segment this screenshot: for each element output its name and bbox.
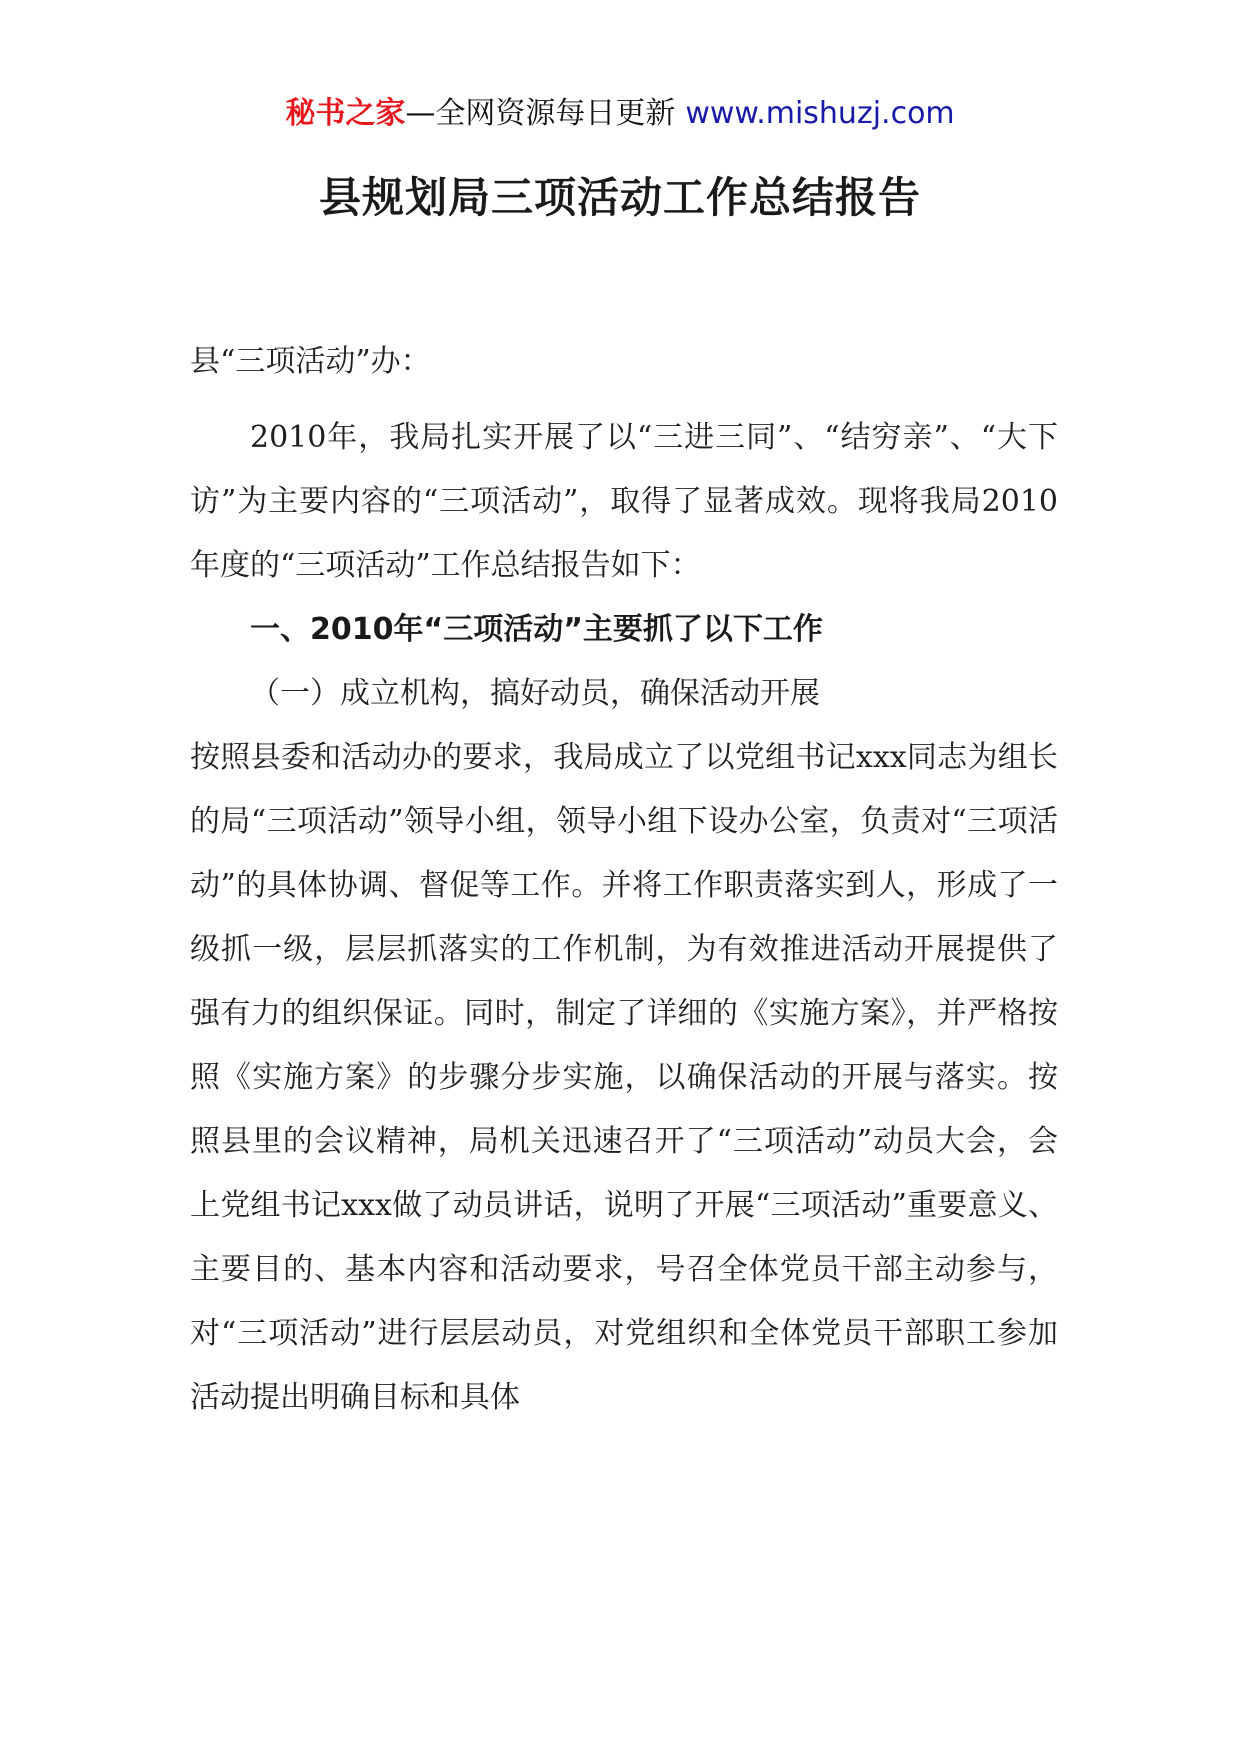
salutation: 县“三项活动”办： (190, 344, 431, 379)
site-header (0, 92, 1240, 136)
document-title: 县规划局三项活动工作总结报告 (318, 173, 921, 222)
site-brand: 秘书之家 (285, 96, 406, 131)
site-tagline: —全网资源每日更新 (405, 96, 676, 131)
section-heading: 一、2010年“三项活动”主要抓了以下工作 (250, 612, 823, 647)
subsection-heading: （一）成立机构，搞好动员，确保活动开展 (250, 676, 820, 711)
site-url-link[interactable]: www.mishuzj.com (685, 96, 955, 131)
document-body (190, 330, 1058, 1430)
intro-paragraph: 2010年，我局扎实开展了以“三进三同”、“结穷亲”、“大下访”为主要内容的“三项活动”，取得了显著成效。现将我局2010年度的“三项活动”工作总结报告如下： (190, 420, 1058, 583)
subsection-paragraph: 按照县委和活动办的要求，我局成立了以党组书记xxx同志为组长的局“三项活动”领导小组，领导小组下设办公室，负责对“三项活动”的具体协调、督促等工作。并将工作职责落实到人，形成了一级抓一级，层层抓落实的工作机制，为有效推进活动开展提供了强有力的组织保证。同时，制定了详细的《实施方案》，并严格按照《实施方案》的步骤分步实施，以确保活动的开展与落实。按照县里的会议精神，局机关迅速召开了“三项活动”动员大会，会上党组书记xxx做了动员讲话，说明了开展“三项活动”重要意义、主要目的、基本内容和活动要求，号召全体党员干部主动参与，对“三项活动”进行层层动员，对党组织和全体党员干部职工参加活动提出明确目标和具体 (190, 740, 1058, 1415)
